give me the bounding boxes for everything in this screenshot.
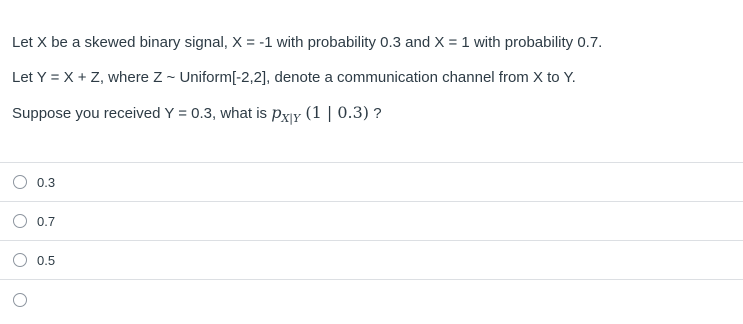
answer-list xyxy=(0,162,743,320)
math-p: p xyxy=(271,103,282,122)
answer-option-2[interactable] xyxy=(0,201,743,240)
answer-label: 0.7 xyxy=(37,213,56,229)
radio-button[interactable] xyxy=(13,253,27,267)
math-subscript: X|Y xyxy=(281,112,301,125)
question-line-1: Let X be a skewed binary signal, X = -1 with probability 0.3 and X = 1 with probability 0.7. xyxy=(12,34,603,51)
question-line-2: Let Y = X + Z, where Z ~ Uniform[-2,2], denote a communication channel from X to Y. xyxy=(12,69,576,86)
math-args: (1 | 0.3) xyxy=(305,103,370,122)
radio-button[interactable] xyxy=(13,175,27,189)
answer-label: 0.3 xyxy=(37,174,56,190)
answer-label: 0.5 xyxy=(37,252,56,268)
question-line-3-prefix: Suppose you received Y = 0.3, what is xyxy=(12,105,268,122)
math-expression xyxy=(271,103,370,125)
answer-option-1[interactable] xyxy=(0,162,743,201)
question-line-3 xyxy=(12,103,382,125)
answer-option-3[interactable] xyxy=(0,240,743,279)
question-line-3-suffix: ? xyxy=(373,105,382,122)
radio-button[interactable] xyxy=(13,293,27,307)
answer-option-4[interactable] xyxy=(0,279,743,320)
radio-button[interactable] xyxy=(13,214,27,228)
